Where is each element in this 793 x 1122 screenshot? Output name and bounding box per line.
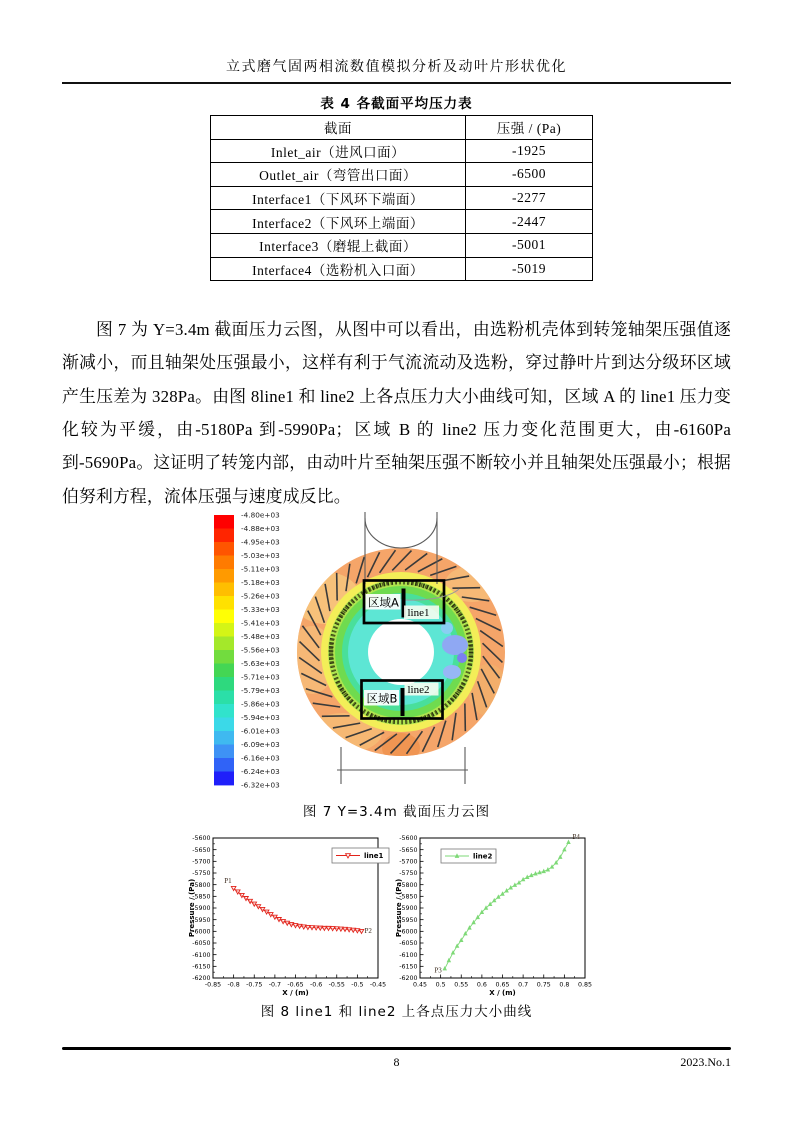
y-tick-label: -6000 <box>192 928 211 936</box>
data-point-marker <box>538 871 541 874</box>
colorbar-segment <box>214 772 234 786</box>
colorbar-segment <box>214 556 234 570</box>
header-rule <box>62 82 731 84</box>
table-row <box>211 257 593 281</box>
table-row <box>211 163 593 187</box>
pressure-value-cell: -2447 <box>466 210 593 234</box>
colorbar-segment <box>214 650 234 664</box>
section-name-cell: Interface3（磨辊上截面） <box>211 233 466 257</box>
y-tick-label: -5700 <box>192 858 211 866</box>
data-point-marker <box>256 905 261 909</box>
colorbar-tick-label: -5.48e+03 <box>241 632 280 642</box>
x-tick-label: 0.75 <box>536 981 551 989</box>
pressure-value-cell: -2277 <box>466 186 593 210</box>
colorbar-tick-label: -5.33e+03 <box>241 605 280 615</box>
chart-legend <box>332 848 389 863</box>
colorbar-tick-label: -5.03e+03 <box>241 551 280 561</box>
data-point-marker <box>522 878 525 881</box>
x-tick-label: -0.55 <box>328 981 345 989</box>
x-tick-label: -0.45 <box>369 981 387 989</box>
colorbar-tick-label: -5.41e+03 <box>241 618 280 628</box>
region-b-label: 区域B <box>366 691 398 706</box>
x-tick-label: 0.85 <box>577 981 593 989</box>
point-annotation: P2 <box>364 927 372 936</box>
y-tick-label: -5700 <box>399 858 418 866</box>
y-tick-label: -5750 <box>192 870 211 878</box>
colorbar-segment <box>214 529 234 543</box>
y-axis-title: Pressure / (Pa) <box>188 878 196 938</box>
colorbar-tick-label: -6.24e+03 <box>241 767 280 777</box>
y-tick-label: -5900 <box>192 905 211 913</box>
colorbar-segment <box>214 515 234 529</box>
colorbar-tick-label: -4.95e+03 <box>241 537 280 547</box>
x-tick-label: 0.8 <box>559 981 570 989</box>
table-title: 表 4 各截面平均压力表 <box>320 96 473 112</box>
pressure-value-cell: -1925 <box>466 139 593 163</box>
x-axis-title: X / (m) <box>282 989 309 997</box>
table-row <box>211 210 593 234</box>
colorbar-tick-label: -5.86e+03 <box>241 699 280 709</box>
colorbar-segment <box>214 623 234 637</box>
issue-label: 2023.No.1 <box>680 1055 731 1069</box>
colorbar-segment <box>214 583 234 597</box>
colorbar-segment <box>214 542 234 556</box>
colorbar-segment <box>214 610 234 624</box>
data-point-marker <box>268 913 273 917</box>
point-annotation: P1 <box>224 877 232 886</box>
data-point-marker <box>542 870 545 873</box>
y-tick-label: -5600 <box>399 835 418 843</box>
colorbar-tick-label: -5.94e+03 <box>241 713 280 723</box>
pressure-value-cell: -5001 <box>466 233 593 257</box>
chart-legend <box>441 849 496 863</box>
table-header-cell: 压强 / (Pa) <box>466 116 593 140</box>
data-point-marker <box>248 899 253 903</box>
colorbar-segment <box>214 664 234 678</box>
x-tick-label: -0.75 <box>246 981 263 989</box>
y-tick-label: -6200 <box>399 975 418 983</box>
x-tick-label: 0.55 <box>454 981 469 989</box>
colorbar-segment <box>214 569 234 583</box>
region-a-label: 区域A <box>368 595 399 610</box>
colorbar-tick-label: -6.09e+03 <box>241 740 280 750</box>
data-point-marker <box>534 872 537 875</box>
data-point-marker <box>526 876 529 879</box>
y-tick-label: -5800 <box>399 881 418 889</box>
x-tick-label: 0.65 <box>495 981 510 989</box>
y-tick-label: -5800 <box>192 881 211 889</box>
x-tick-label: 0.7 <box>518 981 529 989</box>
y-tick-label: -6200 <box>192 975 211 983</box>
table-row <box>211 186 593 210</box>
pressure-contour-disk <box>288 512 508 784</box>
colorbar-segment <box>214 637 234 651</box>
page-number: 8 <box>393 1055 400 1069</box>
colorbar-tick-label: -5.18e+03 <box>241 578 280 588</box>
colorbar-tick-label: -5.71e+03 <box>241 672 280 682</box>
pressure-table <box>210 115 593 281</box>
colorbar-tick-label: -4.80e+03 <box>241 510 280 520</box>
inlet-pipe-arc <box>365 518 437 548</box>
colorbar-tick-label: -6.32e+03 <box>241 780 280 790</box>
x-tick-label: -0.6 <box>309 981 323 989</box>
table-row <box>211 233 593 257</box>
colorbar-tick-label: -5.79e+03 <box>241 686 280 696</box>
y-tick-label: -6150 <box>192 963 211 971</box>
data-point-marker <box>260 907 265 911</box>
table-header-cell: 截面 <box>211 116 466 140</box>
chart-line1 <box>188 835 389 997</box>
data-point-marker <box>359 929 364 933</box>
section-name-cell: Interface1（下风环下端面） <box>211 186 466 210</box>
body-paragraph: 图 7 为 Y=3.4m 截面压力云图，从图中可以看出，由选粉机壳体到转笼轴架压强值逐渐减小，而且轴架处压强最小，这样有利于气流流动及选粉，穿过静叶片到达分级环区域产生压差为 328Pa。由图 8line1 和 line2 上各点压力大小曲线可知，区域 A 的 line1 压力变化较为平缓，由-5180Pa 到-5990Pa；区域 B 的 line2 压力变化范围更大，由-6160Pa 到-5690Pa。这证明了转笼内部，由动叶片至轴架压强不断较小并且轴架处压强最小；根据伯努利方程，流体压强与速度成反比。 <box>62 319 731 506</box>
figure7-contour-plot <box>0 505 793 805</box>
point-annotation: P3 <box>434 966 442 975</box>
section-name-cell: Outlet_air（弯管出口面） <box>211 163 466 187</box>
data-point-marker <box>252 902 257 906</box>
section-name-cell: Inlet_air（进风口面） <box>211 139 466 163</box>
x-tick-label: -0.8 <box>227 981 240 989</box>
x-tick-label: -0.7 <box>268 981 282 989</box>
y-tick-label: -5650 <box>399 846 418 854</box>
table-header-row <box>211 116 593 140</box>
x-tick-label: 0.6 <box>476 981 487 989</box>
footer-rule <box>62 1047 731 1050</box>
point-annotation: P4 <box>572 833 580 842</box>
colorbar-tick-label: -5.63e+03 <box>241 659 280 669</box>
legend-label: line1 <box>364 852 384 860</box>
line2-mark <box>401 688 405 716</box>
line1-label: line1 <box>407 607 430 619</box>
colorbar-segment <box>214 677 234 691</box>
colorbar <box>214 511 280 790</box>
figure8-caption: 图 8 line1 和 line2 上各点压力大小曲线 <box>260 1004 533 1020</box>
y-tick-label: -5850 <box>399 893 418 901</box>
legend-label: line2 <box>473 852 493 861</box>
colorbar-tick-label: -5.11e+03 <box>241 564 280 574</box>
data-point-marker <box>513 883 516 886</box>
colorbar-segment <box>214 691 234 705</box>
x-tick-label: -0.5 <box>351 981 364 989</box>
shaft-hole <box>368 619 434 685</box>
y-axis-title: Pressure / (Pa) <box>395 878 403 938</box>
y-tick-label: -6050 <box>192 940 211 948</box>
y-tick-label: -6050 <box>399 940 418 948</box>
y-tick-label: -6150 <box>399 963 418 971</box>
x-tick-label: 0.5 <box>435 981 446 989</box>
colorbar-tick-label: -6.16e+03 <box>241 753 280 763</box>
y-tick-label: -5900 <box>399 905 418 913</box>
table-row <box>211 139 593 163</box>
data-point-marker <box>567 841 570 844</box>
section-name-cell: Interface4（选粉机入口面） <box>211 257 466 281</box>
y-tick-label: -5950 <box>192 916 211 924</box>
data-point-marker <box>244 897 249 901</box>
data-point-marker <box>322 926 327 930</box>
data-point-marker <box>509 886 512 889</box>
y-tick-label: -6100 <box>192 951 211 959</box>
running-head: 立式磨气固两相流数值模拟分析及动叶片形状优化 <box>226 60 567 75</box>
y-tick-label: -5950 <box>399 916 418 924</box>
pressure-value-cell: -6500 <box>466 163 593 187</box>
x-tick-label: -0.85 <box>204 981 222 989</box>
line2-label: line2 <box>407 684 430 696</box>
colorbar-segment <box>214 704 234 718</box>
colorbar-segment <box>214 745 234 759</box>
y-tick-label: -6000 <box>399 928 418 936</box>
x-tick-label: 0.45 <box>412 981 428 989</box>
chart-line2 <box>395 833 592 997</box>
y-tick-label: -6100 <box>399 951 418 959</box>
pressure-value-cell: -5019 <box>466 257 593 281</box>
x-axis-title: X / (m) <box>489 989 516 997</box>
colorbar-tick-label: -5.56e+03 <box>241 645 280 655</box>
section-name-cell: Interface2（下风环上端面） <box>211 210 466 234</box>
figure7-caption: 图 7 Y=3.4m 截面压力云图 <box>302 804 491 820</box>
y-tick-label: -5600 <box>192 835 211 843</box>
colorbar-segment <box>214 596 234 610</box>
colorbar-tick-label: -6.01e+03 <box>241 726 280 736</box>
y-tick-label: -5650 <box>192 846 211 854</box>
colorbar-tick-label: -4.88e+03 <box>241 524 280 534</box>
x-tick-label: -0.65 <box>287 981 304 989</box>
y-tick-label: -5850 <box>192 893 211 901</box>
colorbar-segment <box>214 718 234 732</box>
data-point-marker <box>285 921 290 925</box>
colorbar-segment <box>214 731 234 745</box>
colorbar-tick-label: -5.26e+03 <box>241 591 280 601</box>
data-point-marker <box>264 910 269 914</box>
figure8-line-charts <box>0 828 793 1008</box>
y-tick-label: -5750 <box>399 870 418 878</box>
data-point-marker <box>530 874 533 877</box>
colorbar-segment <box>214 758 234 772</box>
